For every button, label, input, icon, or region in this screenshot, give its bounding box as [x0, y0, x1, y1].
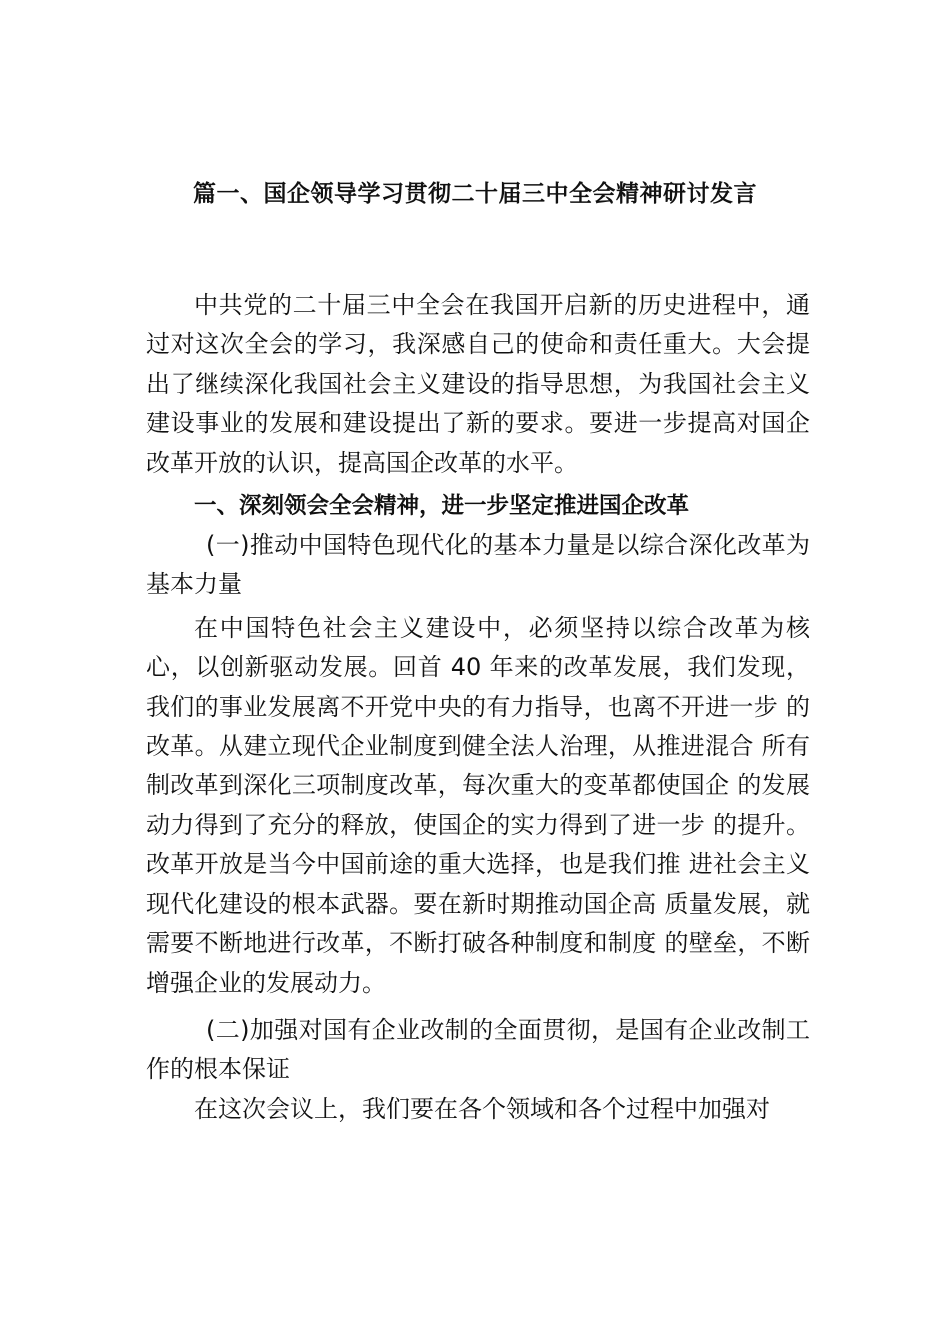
document-body [146, 286, 810, 1129]
subsection-heading-2: (二)加强对国有企业改制的全面贯彻，是国有企业改制工作的根本保证 [146, 1015, 810, 1084]
body-paragraph-2: 在这次会议上，我们要在各个领域和各个过程中加强对 [194, 1094, 770, 1123]
subsection-heading-1: (一)推动中国特色现代化的基本力量是以综合深化改革为基本力量 [146, 531, 810, 599]
body-paragraph-1: 在中国特色社会主义建设中，必须坚持以综合改革为核心，以创新驱动发展。回首 40 年来的改革发展，我们发现， 我们的事业发展离不开党中央的有力指导，也离不开进一步 的改革。从建立现代企业制度到健全法人治理，从推进混合 所有制改革到深化三项制度改革，每次重大的变革都使国企 的发展动力得到了充分的释放，使国企的实力得到了进一步 的提升。改革开放是当今中国前途的重大选择，也是我们推 进社会主义现代化建设的根本武器。要在新时期推动国企高 质量发展，就需要不断地进行改革，不断打破各种制度和制度 的壁垒，不断增强企业的发展动力。 [146, 613, 810, 997]
section-heading-1: 一、深刻领会全会精神，进一步坚定推进国企改革 [194, 493, 690, 520]
document-title: 篇一、国企领导学习贯彻二十届三中全会精神研讨发言 [193, 181, 757, 207]
intro-paragraph: 中共党的二十届三中全会在我国开启新的历史进程中，通过对这次全会的学习，我深感自己的使命和责任重大。大会提出了继续深化我国社会主义建设的指导思想，为我国社会主义建设事业的发展和建设提出了新的要求。要进一步提高对国企改革开放的认识，提高国企改革的水平。 [146, 291, 810, 477]
